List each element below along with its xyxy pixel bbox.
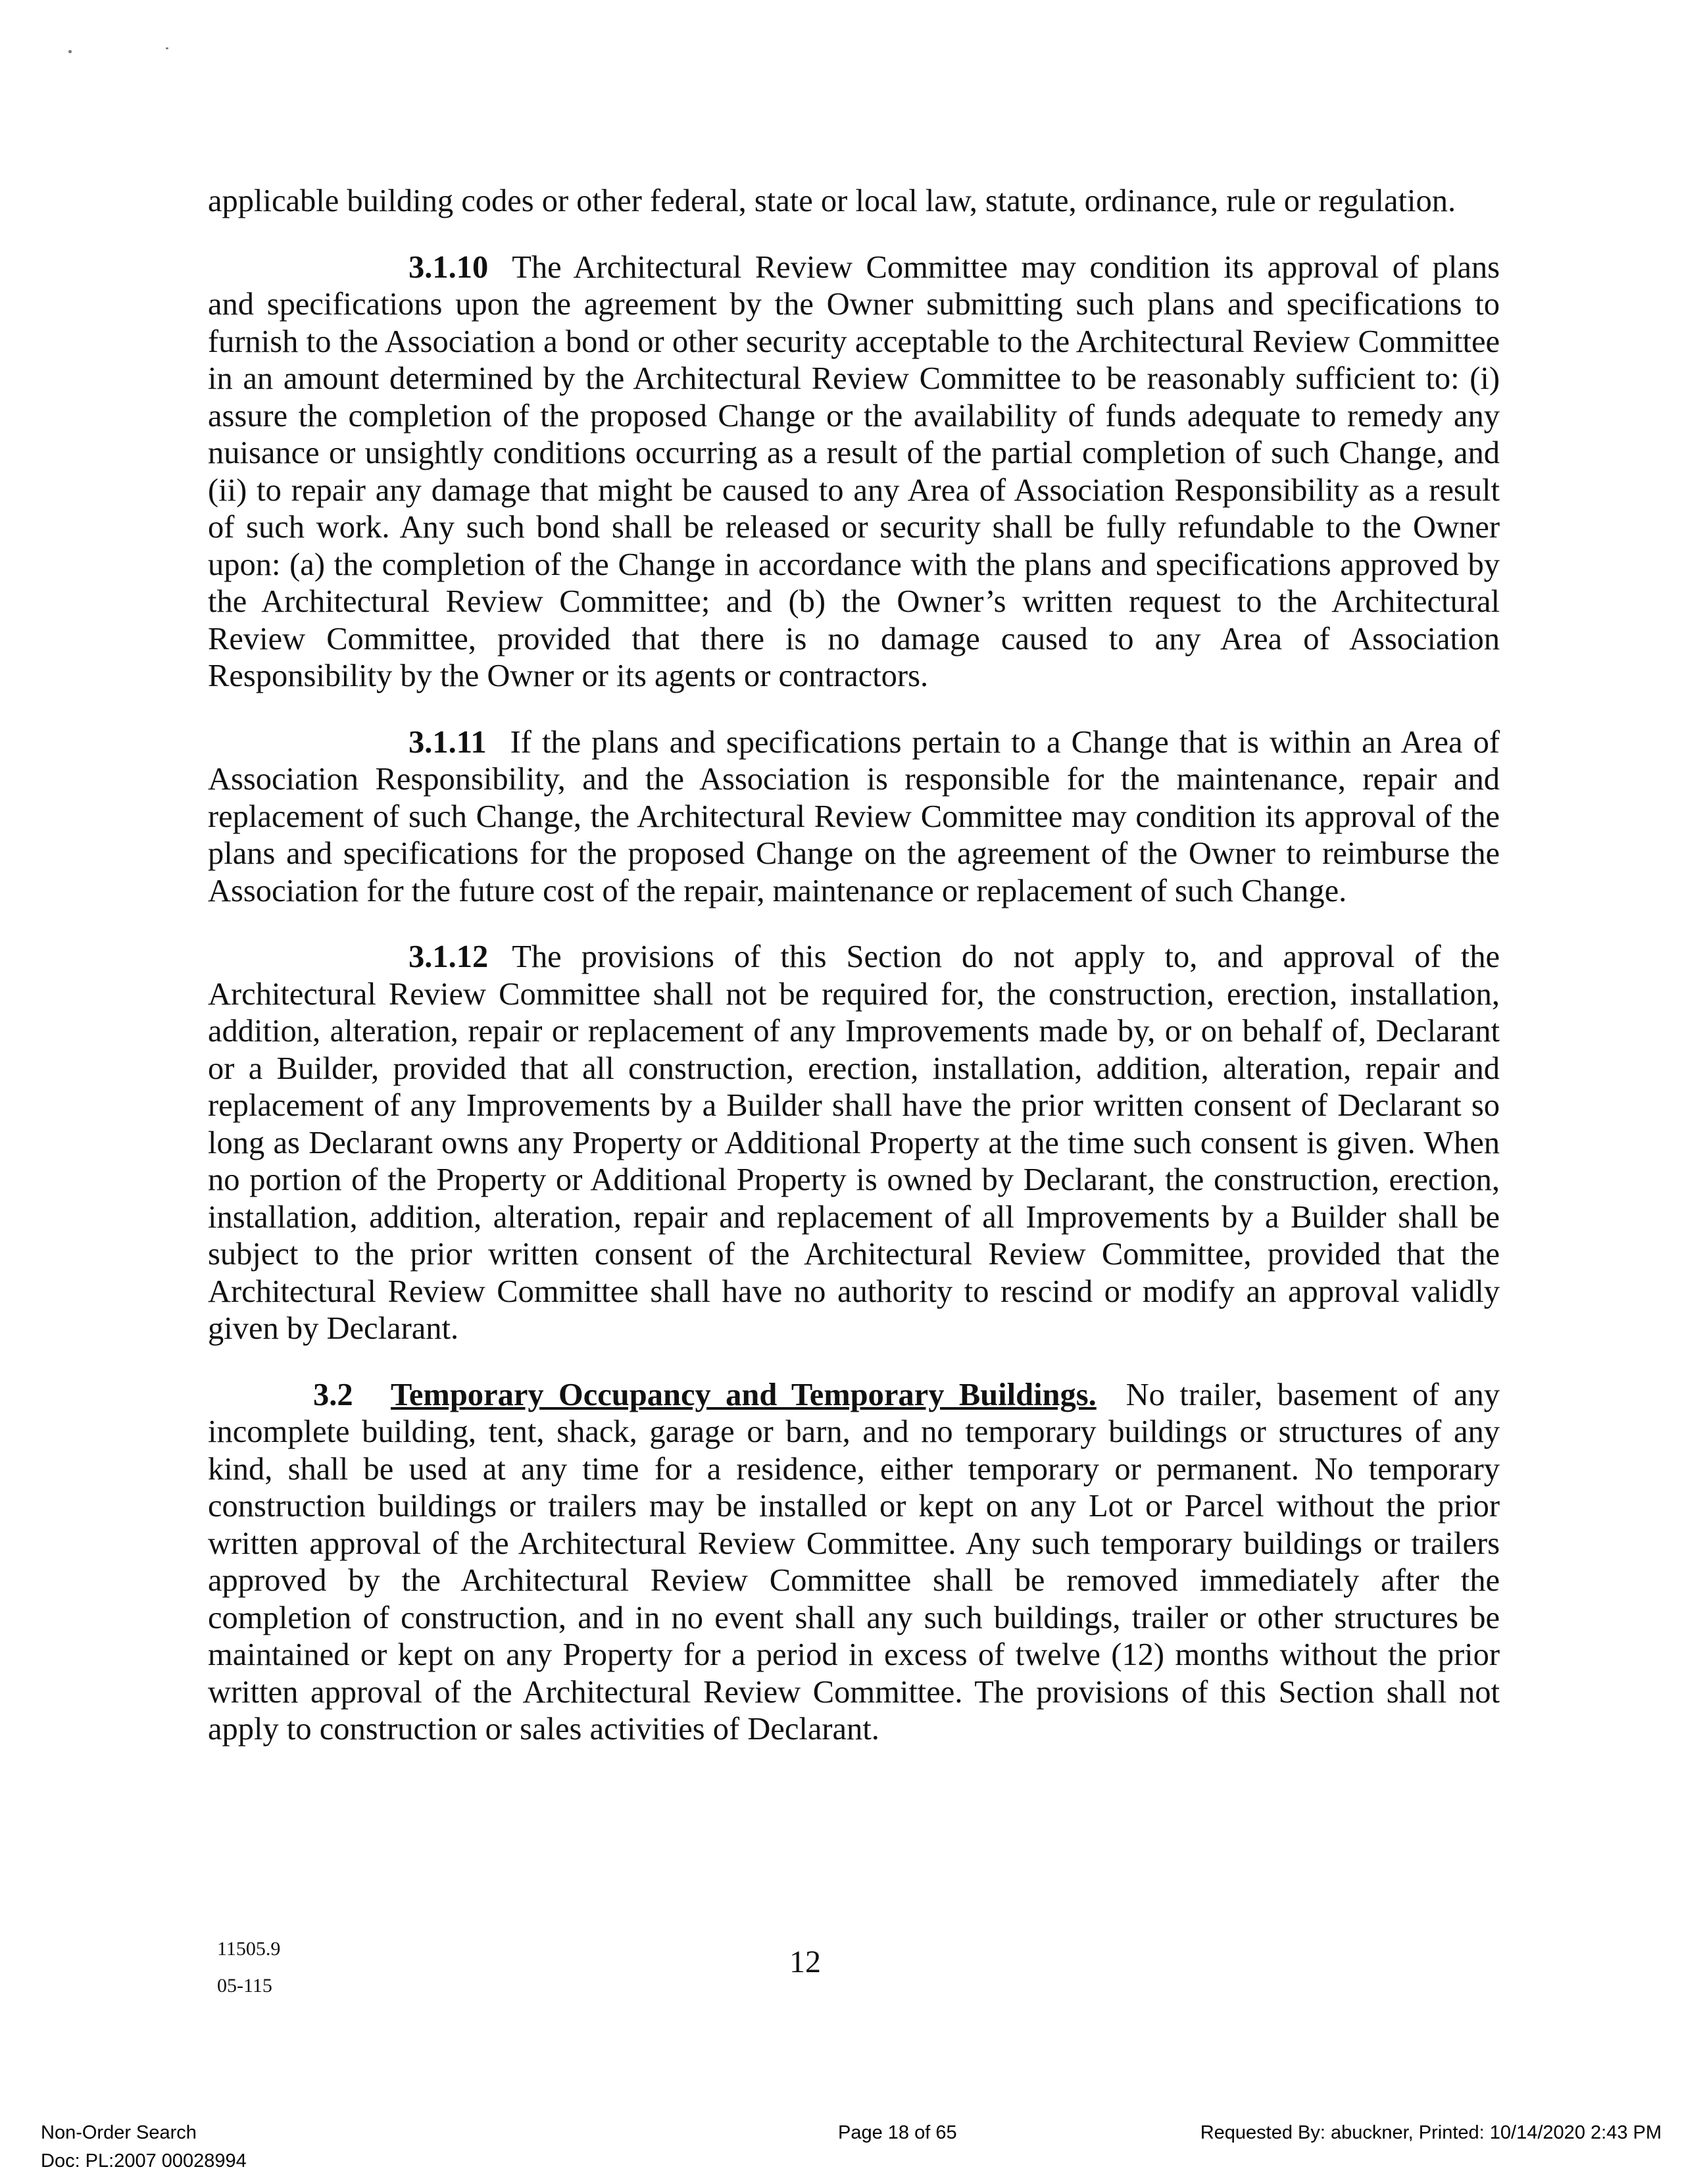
section-text: The Architectural Review Committee may condition its approval of plans and specifications upon the agreement by the Owner submitting such plans and specifications to furnish to the Association a bond or other security acceptable to the Architectural Review Committee in an amount determined by the Architectural Review Committee to be reasonably sufficient to: (i) assure the completion of the proposed Change or the availability of funds adequate to remedy any nuisance or unsightly conditions occurring as a result of the partial completion of such Change, and (ii) to repair any damage that might be caused to any Area of Association Responsibility as a result of such work. Any such bond shall be released or security shall be fully refundable to the Owner upon: (a) the completion of the Change in accordance with the plans and specifications approved by the Architectural Review Committee; and (b) the Owner’s written request to the Architectural Review Committee, provided that there is no damage caused to any Area of Association Responsibility by the Owner or its agents or contractors. bbox=[208, 249, 1500, 693]
section-3-1-10 bbox=[208, 249, 1500, 695]
section-number: 3.1.12 bbox=[408, 939, 489, 974]
stamp-requested-by: Requested By: abuckner, Printed: 10/14/2020 2:43 PM bbox=[1200, 2122, 1662, 2143]
stamp-search-type: Non-Order Search bbox=[41, 2122, 197, 2143]
section-3-1-12 bbox=[208, 939, 1500, 1348]
section-number: 3.1.11 bbox=[408, 724, 487, 760]
section-3-2 bbox=[208, 1377, 1500, 1749]
section-text: If the plans and specifications pertain to a Change that is within an Area of Association Responsibility, and the Association is responsible for the maintenance, repair and replacement of such Change, the Architectural Review Committee may condition its approval of the plans and specifications for the proposed Change on the agreement of the Owner to reimburse the Association for the future cost of the repair, maintenance or replacement of such Change. bbox=[208, 724, 1500, 908]
continuation-paragraph bbox=[208, 183, 1500, 220]
section-3-1-11 bbox=[208, 724, 1500, 910]
document-body bbox=[208, 183, 1500, 1777]
scan-speck bbox=[166, 47, 168, 49]
section-text: No trailer, basement of any incomplete building, tent, shack, garage or barn, and no temporary buildings or structures of any kind, shall be used at any time for a residence, either temporary or permanent. No temporary construction buildings or trailers may be installed or kept on any Lot or Parcel without the prior written approval of the Architectural Review Committee. Any such temporary buildings or trailers approved by the Architectural Review Committee shall be removed immediately after the completion of construction, and in no event shall any such buildings, trailer or other structures be maintained or kept on any Property for a period in excess of twelve (12) months without the prior written approval of the Architectural Review Committee. The provisions of this Section shall not apply to construction or sales activities of Declarant. bbox=[208, 1377, 1500, 1747]
section-text: The provisions of this Section do not apply to, and approval of the Architectural Review Committee shall not be required for, the construction, erection, installation, addition, alteration, repair or replacement of any Improvements made by, or on behalf of, Declarant or a Builder, provided that all construction, erection, installation, addition, alteration, repair and replacement of any Improvements by a Builder shall have the prior written consent of Declarant so long as Declarant owns any Property or Additional Property at the time such consent is given. When no portion of the Property or Additional Property is owned by Declarant, the construction, erection, installation, addition, alteration, repair and replacement of all Improvements by a Builder shall be subject to the prior written consent of the Architectural Review Committee, provided that the Architectural Review Committee shall have no authority to rescind or modify an approval validly given by Declarant. bbox=[208, 939, 1500, 1346]
scan-speck bbox=[68, 50, 72, 53]
section-title: Temporary Occupancy and Temporary Buildings. bbox=[391, 1377, 1097, 1412]
continuation-text: applicable building codes or other federal, state or local law, statute, ordinance, rule or regulation. bbox=[208, 184, 1456, 218]
stamp-page-count: Page 18 of 65 bbox=[838, 2122, 957, 2143]
page-number: 12 bbox=[789, 1945, 821, 1979]
document-code-1: 11505.9 bbox=[217, 1938, 281, 1960]
section-number: 3.2 bbox=[313, 1377, 353, 1412]
document-code-2: 05-115 bbox=[217, 1975, 272, 1997]
section-number: 3.1.10 bbox=[408, 249, 489, 285]
stamp-doc-id: Doc: PL:2007 00028994 bbox=[41, 2150, 247, 2172]
document-codes bbox=[217, 1931, 280, 2004]
